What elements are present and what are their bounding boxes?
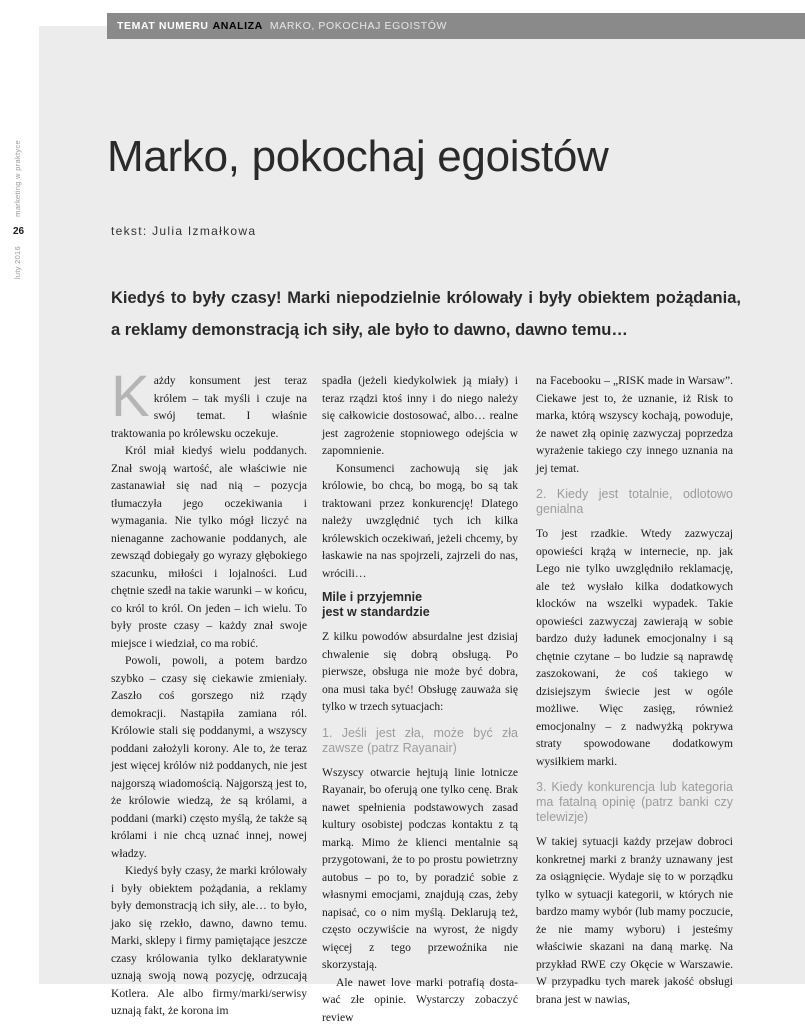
- paragraph: spadła (jeżeli kiedykolwiek ją miały) i teraz rządzi ktoś inny i do niego należy się całkowicie dostosować, albo… realne jest zagrożenie stopniowego odejścia w zapomnienie.: [322, 372, 518, 460]
- running-title: MARKO, POKOCHAJ EGOISTÓW: [270, 20, 447, 32]
- paragraph: Kiedyś były czasy, że marki królowały i były obiektem pożądania, a reklamy były demonstracją ich siły, ale… to było, jako się rzekło, dawno, dawno temu. Marki, sklepy i firmy pamiętające jeszcze czasy królowania tylko deklaratywnie uznają swoją nową pozycję, odrzucają Kotlera. Ale albo firmy/marki/serwisy uznają fakt, że korona im: [111, 862, 307, 1020]
- paragraph: Każdy konsument jest teraz królem – tak myśli i czuje na swój temat. I właśnie traktowania po królewsku oczekuje.: [111, 372, 307, 442]
- magazine-name: marketing w praktyce: [13, 140, 22, 217]
- numbered-heading: 3. Kiedy konkurencja lub kategoria ma fatalną opinię (patrz banki czy telewizje): [536, 780, 733, 825]
- paragraph: na Facebooku – „RISK made in Warsaw”. Ciekawe jest to, że uznanie, iż Risk to marka, którą wszyscy kochają, powoduje, że nawet złą opinię zazwyczaj poprzedza wyrażenie takiego czy innego uznania na jej temat.: [536, 372, 733, 477]
- numbered-heading: 2. Kiedy jest totalnie, odlotowo genialna: [536, 487, 733, 517]
- article-author: tekst: Julia Izmałkowa: [111, 224, 256, 238]
- paragraph: Ale nawet love marki potrafią dostawać złe opinie. Wystarczy zobaczyć review: [322, 974, 518, 1026]
- subsection-label: ANALIZA: [213, 20, 263, 32]
- paragraph: Wszyscy otwarcie hejtują linie lotnicze Rayanair, bo oferują one tylko cenę. Brak nawet spełnienia podstawowych zasad kultury osobistej podczas kontaktu z tą marką. Mimo że klienci mentalnie są przygotowani, że to po prostu powietrzny autobus – po to, by poradzić sobie z własnymi emocjami, znajdują czas, żeby napisać, co o nim myślą. Deklarują też, często oczywiście na wyrost, że nigdy więcej z tego przewoźnika nie skorzystają.: [322, 764, 518, 974]
- paragraph: Konsumenci zachowują się jak królowie, bo chcą, bo mogą, bo są tak traktowani przez konkurencję! Dlatego należy uwzględnić tych ich kilka królewskich oczekiwań, jeżeli chcemy, by łaskawie na nas spojrzeli, zajrzeli do nas, wrócili…: [322, 460, 518, 583]
- section-label: TEMAT NUMERU: [117, 20, 209, 32]
- section-header-bar: [107, 13, 805, 39]
- numbered-heading: 1. Jeśli jest zła, może być zła zawsze (patrz Rayanair): [322, 726, 518, 756]
- text-column-2: [322, 372, 518, 1026]
- paragraph: To jest rzadkie. Wtedy zazwyczaj opowieści krążą w internecie, np. jak Lego nie tylko uwzględniło reklamację, ale też wysłało kilka dodatkowych klocków na wszelki wypadek. Takie opowieści zazwyczaj zawierają w sobie bardzo duży ładunek emocjonalny i są chętnie czytane – bo ludzie są naprawdę zaszokowani, że coś takiego w dzisiejszym świecie jest w ogóle możliwe. Więc zasięg, również emocjonalny – z nadwyżką pokrywa straty spowodowane dodatkowym wysiłkiem marki.: [536, 525, 733, 770]
- subheading: Mile i przyjemnie jest w standardzie: [322, 590, 518, 620]
- paragraph: Król miał kiedyś wielu poddanych. Znał swoją wartość, ale właściwie nie zastanawiał się nad nią – pozycja tłumaczyła jego oczekiwania i wymagania. Nie tylko mógł liczyć na nienaganne zachowanie poddanych, ale zewsząd dobiegały go wyrazy głębokiego szacunku, miłości i lojalności. Lud chętnie szedł na takie warunki – w końcu, co król to król. On jeden – ich wielu. To były proste czasy – każdy znał swoje miejsce i wiedział, co ma robić.: [111, 442, 307, 652]
- paragraph: Z kilku powodów absurdalne jest dzisiaj chwalenie się dobrą obsługą. Po pierwsze, obsługa nie może być dobra, ona musi taka być! Obsługę zauważa się tylko w trzech sytuacjach:: [322, 628, 518, 716]
- drop-cap: K: [111, 374, 150, 420]
- page-number: 26: [13, 226, 24, 237]
- text-column-3: [536, 372, 733, 1008]
- article-title: Marko, pokochaj egoistów: [107, 132, 609, 182]
- side-metadata: [12, 140, 26, 290]
- issue-date: luty 2016: [13, 246, 22, 279]
- article-lead: Kiedyś to były czasy! Marki niepodzielnie królowały i były obiektem pożądania, a reklamy demonstracją ich siły, ale było to dawno, dawno temu…: [111, 282, 741, 346]
- paragraph: W takiej sytuacji każdy przejaw dobroci konkretnej marki z branży uznawany jest za osiągnięcie. Wydaje się to w porządku tylko w sytuacji kategorii, w których nie bardzo mamy wybór (lub mamy poczucie, że nie mamy wyboru) i jesteśmy właściwie skazani na daną markę. Na przykład RWE czy Okęcie w Warszawie. W przypadku tych marek jakość obsługi brana jest w nawias,: [536, 833, 733, 1008]
- paragraph: Powoli, powoli, a potem bardzo szybko – czasy się ciekawie zmieniały. Zaszło coś gorszego niż rządy demokracji. Nastąpiła zamiana ról. Królowie stali się poddanymi, a wszyscy poddani założyli korony. Ale to, że teraz jest więcej królów niż poddanych, nie jest najgorszą wiadomością. Najgorszą jest to, że królowie wiedzą, że są królami, a poddani (marki) często myślą, że także są królami i nie chcą uznać innej, nowej władzy.: [111, 652, 307, 862]
- text-column-1: [111, 372, 307, 1020]
